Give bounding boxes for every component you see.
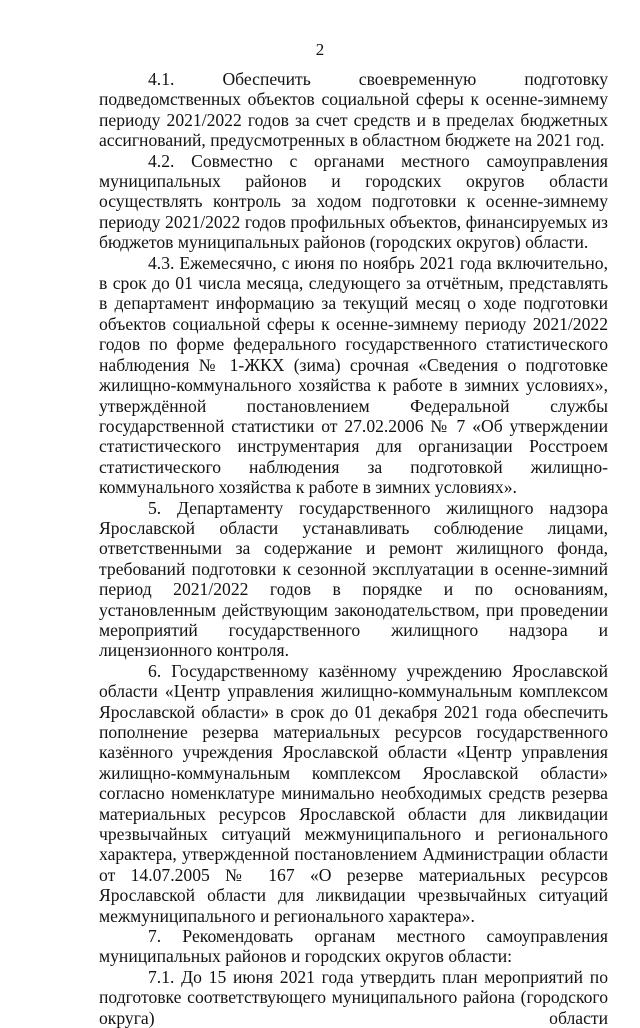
paragraph-7-1: 7.1. До 15 июня 2021 года утвердить план мероприятий по подготовке соответствующего муниципального района (городского округа) области [99, 966, 608, 1028]
paragraph-4-2: 4.2. Совместно с органами местного самоуправления муниципальных районов и городских округов области осуществлять контроль за ходом подготовки к осенне-зимнему периоду 2021/2022 годов профильных объектов, финансируемых из бюджетов муниципальных районов (городских округов) области. [99, 150, 608, 253]
paragraph-4-1: 4.1. Обеспечить своевременную подготовку подведомственных объектов социальной сферы к осенне-зимнему периоду 2021/2022 годов за счет средств и в пределах бюджетных ассигнований, предусмотренных в областном бюджете на 2021 год. [99, 69, 608, 151]
paragraph-7: 7. Рекомендовать органам местного самоуправления муниципальных районов и городских округов области: [99, 926, 608, 967]
paragraph-4-3: 4.3. Ежемесячно, с июня по ноябрь 2021 года включительно, в срок до 01 числа месяца, следующего за отчётным, представлять в департамент информацию за текущий месяц о ходе подготовки объектов социальной сферы к осенне-зимнему периоду 2021/2022 годов по форме федерального государственного статистического наблюдения № 1-ЖКХ (зима) срочная «Сведения о подготовке жилищно-коммунального хозяйства к работе в зимних условиях», утверждённой постановлением Федеральной службы государственной статистики от 27.02.2006 № 7 «Об утверждении статистического инструментария для организации Росстроем статистического наблюдения за подготовкой жилищно-коммунального хозяйства к работе в зимних условиях». [99, 252, 608, 498]
paragraph-6: 6. Государственному казённому учреждению Ярославской области «Центр управления жилищно-коммунальным комплексом Ярославской области» в срок до 01 декабря 2021 года обеспечить пополнение резерва материальных ресурсов государственного казённого учреждения Ярославской области «Центр управления жилищно-коммунальным комплексом Ярославской области» согласно номенклатуре минимально необходимых средств резерва материальных ресурсов Ярославской области для ликвидации чрезвычайных ситуаций межмуниципального и регионального характера, утвержденной постановлением Администрации области от 14.07.2005 № 167 «О резерве материальных ресурсов Ярославской области для ликвидации чрезвычайных ситуаций межмуниципального и регионального характера». [99, 660, 608, 926]
paragraph-5: 5. Департаменту государственного жилищного надзора Ярославской области устанавливать соблюдение лицами, ответственными за содержание и ремонт жилищного фонда, требований подготовки к сезонной эксплуатации в осенне-зимний период 2021/2022 годов в порядке и по основаниям, установленным действующим законодательством, при проведении мероприятий государственного жилищного надзора и лицензионного контроля. [99, 497, 608, 661]
page-number: 2 [315, 40, 325, 59]
document-body [99, 69, 608, 1028]
